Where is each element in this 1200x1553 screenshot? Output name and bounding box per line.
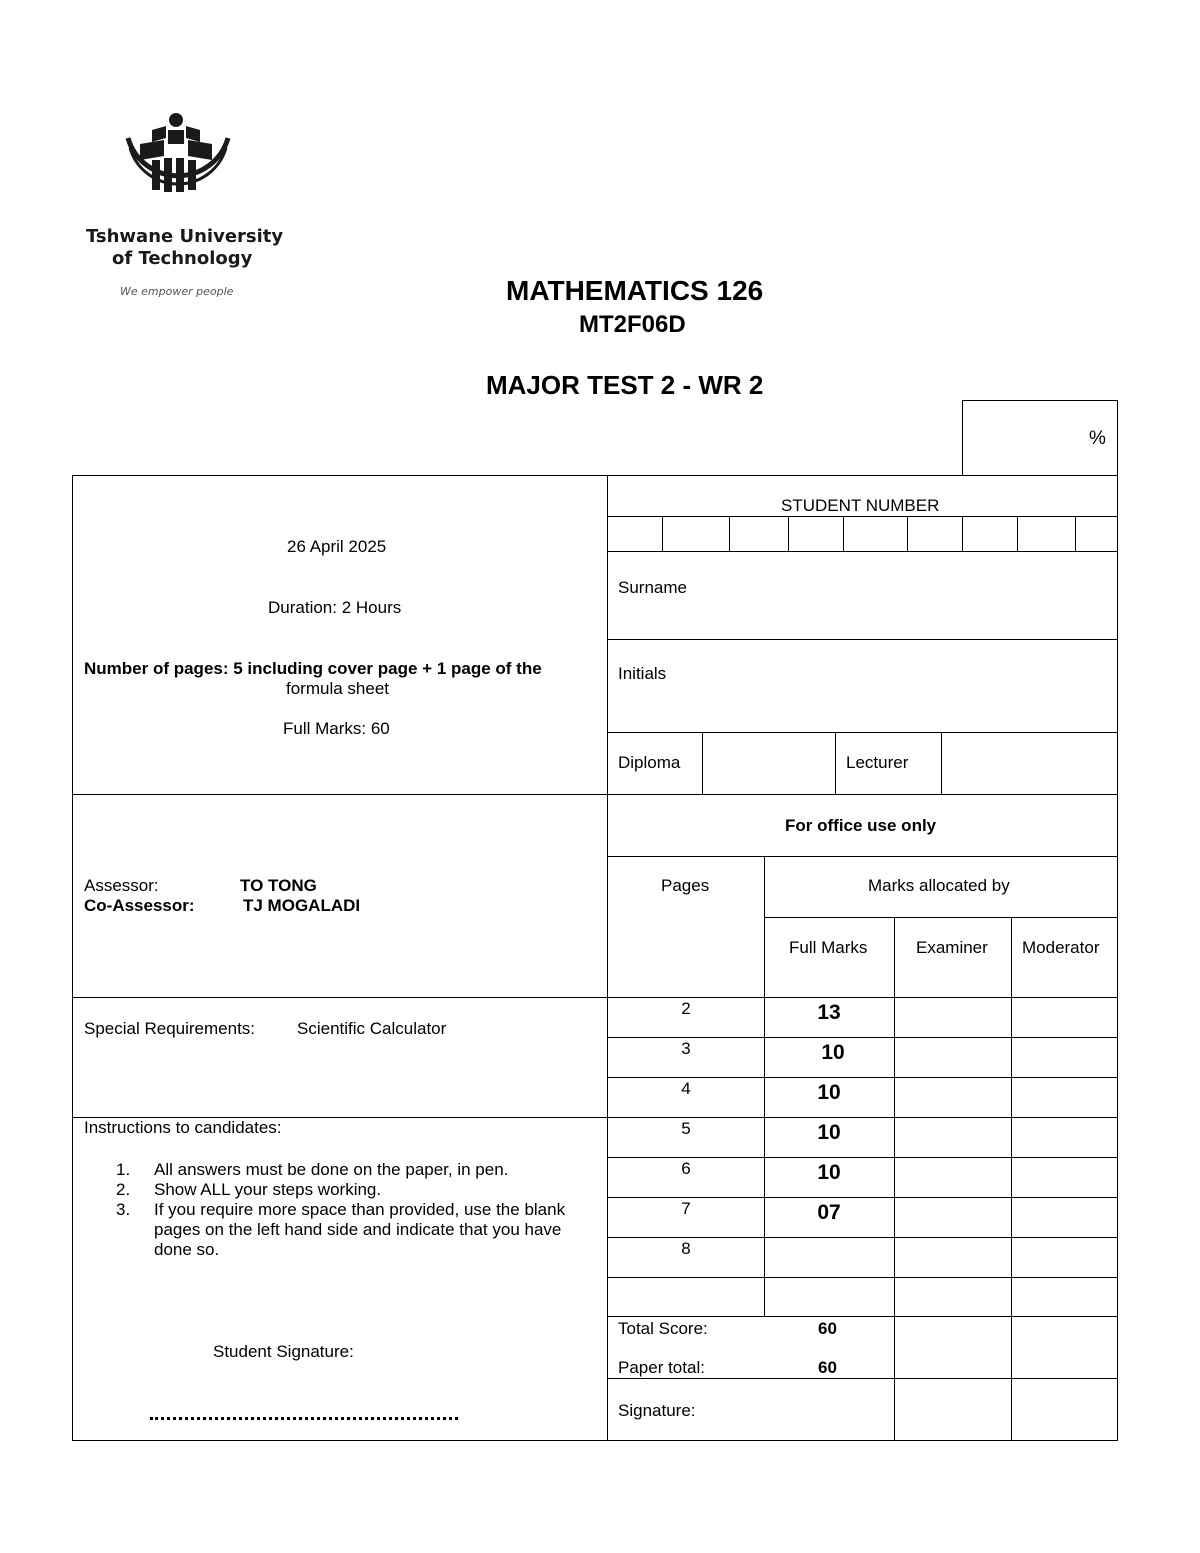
percent-box: % bbox=[1089, 428, 1106, 449]
full-marks-column-header: Full Marks bbox=[789, 938, 868, 957]
full-marks-cell: 13 bbox=[817, 1001, 841, 1024]
lecturer-label: Lecturer bbox=[846, 753, 909, 772]
surname-label: Surname bbox=[618, 578, 687, 597]
student-number-label: STUDENT NUMBER bbox=[781, 496, 940, 515]
instruction-item: 1. All answers must be done on the paper, in pen. bbox=[116, 1160, 509, 1179]
moderator-marks-column[interactable] bbox=[1012, 998, 1117, 1439]
co-assessor-label: Co-Assessor: bbox=[84, 896, 195, 915]
tut-emblem-icon bbox=[110, 108, 250, 218]
instruction-item: 2. Show ALL your steps working. bbox=[116, 1180, 382, 1199]
logo-tagline: We empower people bbox=[120, 285, 234, 298]
assessor-label: Assessor: bbox=[84, 876, 159, 895]
surname-field[interactable] bbox=[700, 552, 1117, 638]
test-duration: Duration: 2 Hours bbox=[268, 598, 402, 617]
instructions-heading: Instructions to candidates: bbox=[84, 1118, 282, 1137]
full-marks-cell: 07 bbox=[817, 1201, 841, 1224]
page-number-cell: 3 bbox=[681, 1039, 691, 1058]
office-signature-label: Signature: bbox=[618, 1401, 696, 1420]
assessor-name: TO TONG bbox=[240, 876, 317, 895]
student-signature-label: Student Signature: bbox=[213, 1342, 354, 1361]
instruction-item: 3. If you require more space than provided, use the blank pages on the left hand side and indicate that you have done so. bbox=[116, 1200, 566, 1259]
paper-total-label: Paper total: bbox=[618, 1358, 705, 1377]
course-code: MT2F06D bbox=[579, 311, 686, 338]
page-number-cell: 7 bbox=[681, 1199, 691, 1218]
total-score-value: 60 bbox=[818, 1319, 837, 1338]
full-marks-cell: 10 bbox=[817, 1081, 841, 1104]
student-number-boxes[interactable] bbox=[608, 517, 1117, 551]
diploma-field[interactable] bbox=[703, 733, 834, 793]
student-signature-line[interactable] bbox=[150, 1413, 458, 1420]
page-number-cell: 4 bbox=[681, 1079, 691, 1098]
number-of-pages-cont: formula sheet bbox=[286, 679, 389, 698]
full-marks-cell: 10 bbox=[821, 1041, 845, 1064]
page-number-cell: 2 bbox=[681, 999, 691, 1018]
examiner-column-header: Examiner bbox=[916, 938, 988, 957]
office-use-heading: For office use only bbox=[785, 816, 937, 835]
page-number-cell: 8 bbox=[681, 1239, 691, 1258]
full-marks-cell: 10 bbox=[817, 1121, 841, 1144]
full-marks-cell: 10 bbox=[817, 1161, 841, 1184]
university-logo bbox=[110, 108, 250, 218]
initials-field[interactable] bbox=[700, 640, 1117, 731]
number-of-pages: Number of pages: 5 including cover page + 1 page of the bbox=[84, 659, 542, 678]
total-score-label: Total Score: bbox=[618, 1319, 708, 1338]
page-number-cell: 6 bbox=[681, 1159, 691, 1178]
logo-name-line1: Tshwane University bbox=[86, 226, 284, 247]
examiner-marks-column[interactable] bbox=[895, 998, 1010, 1439]
course-title: MATHEMATICS 126 bbox=[506, 275, 764, 306]
test-title: MAJOR TEST 2 - WR 2 bbox=[486, 370, 764, 400]
paper-total-value: 60 bbox=[818, 1358, 837, 1377]
page-number-cell: 5 bbox=[681, 1119, 691, 1138]
diploma-label: Diploma bbox=[618, 753, 681, 772]
marks-allocated-header: Marks allocated by bbox=[868, 876, 1010, 895]
special-requirements-value: Scientific Calculator bbox=[297, 1019, 447, 1038]
co-assessor-name: TJ MOGALADI bbox=[243, 896, 361, 915]
logo-name-line2: of Technology bbox=[112, 248, 253, 269]
full-marks-info: Full Marks: 60 bbox=[283, 719, 390, 738]
instructions-list bbox=[116, 1160, 596, 1260]
special-requirements-label: Special Requirements: bbox=[84, 1019, 256, 1038]
initials-label: Initials bbox=[618, 664, 667, 683]
test-date: 26 April 2025 bbox=[287, 537, 387, 556]
lecturer-field[interactable] bbox=[942, 733, 1117, 793]
moderator-column-header: Moderator bbox=[1022, 938, 1100, 957]
pages-column-header: Pages bbox=[661, 876, 710, 895]
